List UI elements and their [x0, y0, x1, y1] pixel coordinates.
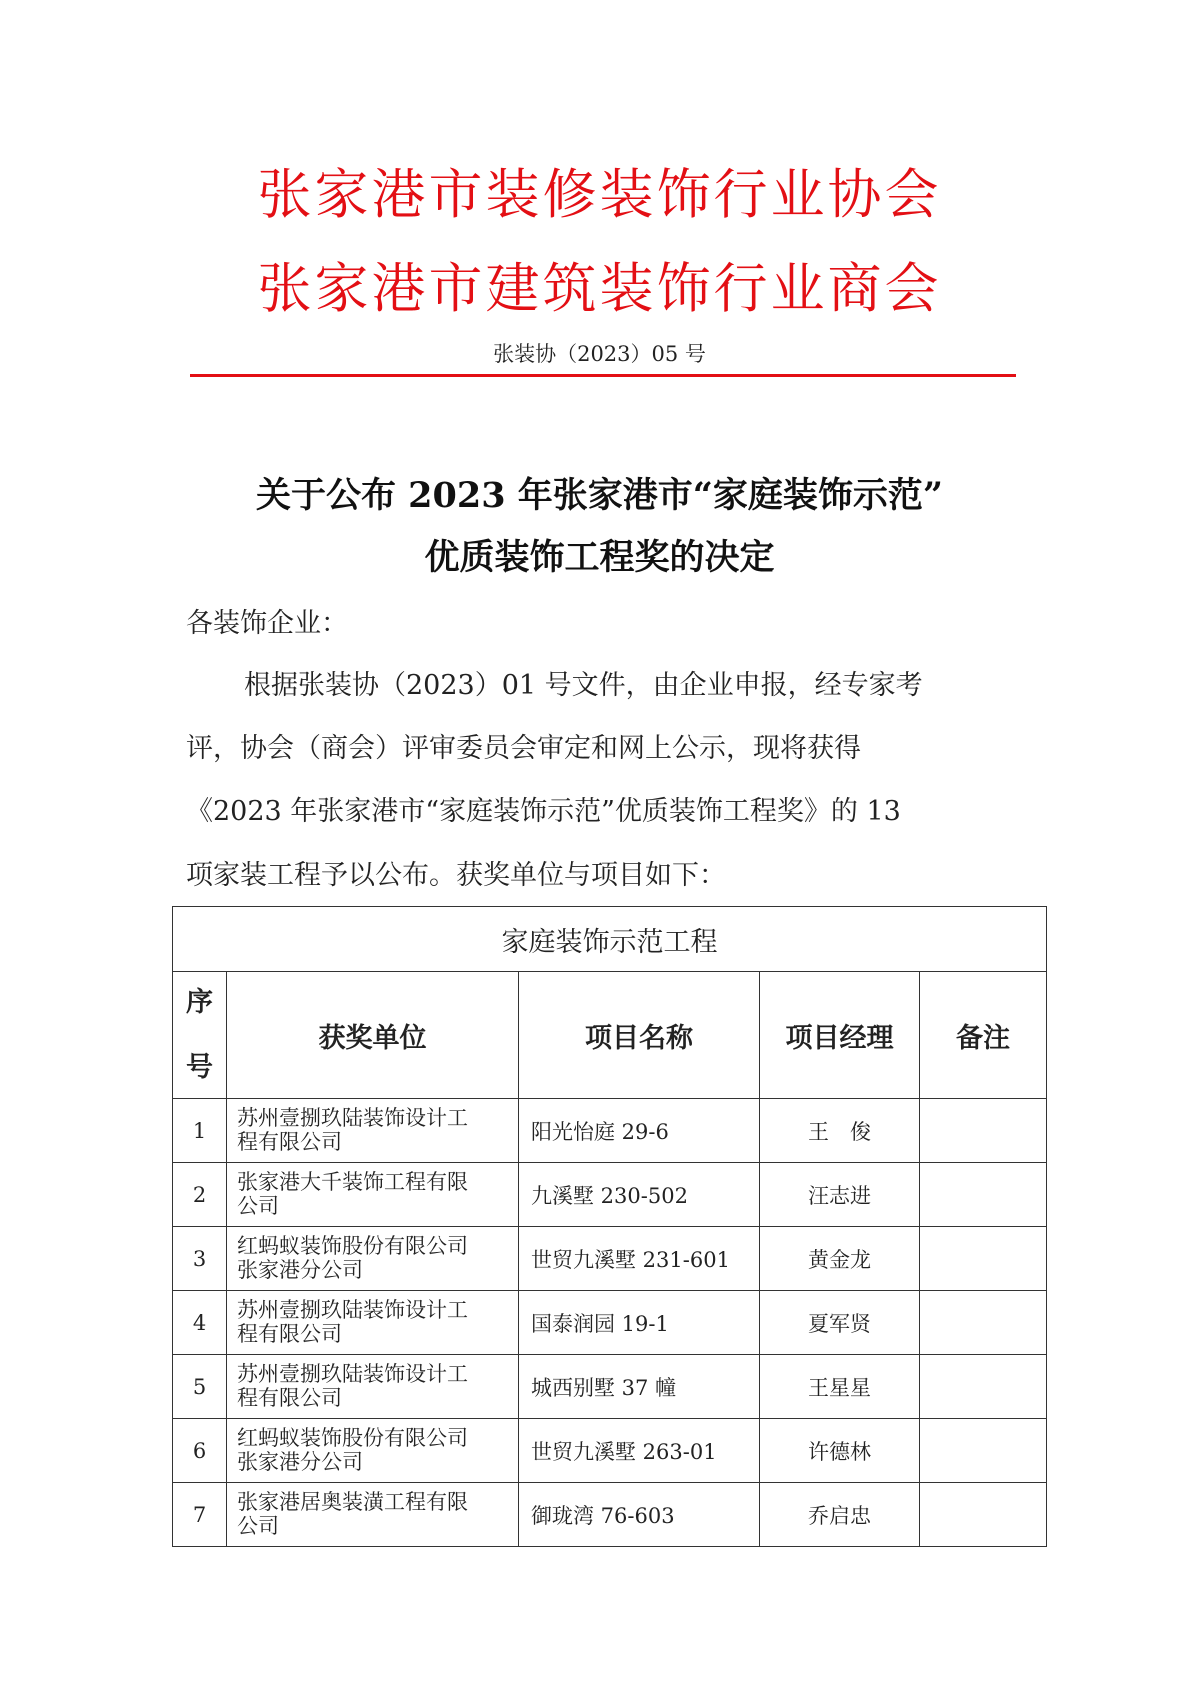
- unit-line: 程有限公司: [237, 1129, 342, 1154]
- cell-note: [920, 1483, 1047, 1547]
- cell-seq: 6: [173, 1419, 227, 1483]
- paragraph-line: 项家装工程予以公布。获奖单位与项目如下：: [186, 860, 726, 891]
- cell-project: 九溪墅 230-502: [519, 1163, 760, 1227]
- cell-note: [920, 1099, 1047, 1163]
- cell-seq: 5: [173, 1355, 227, 1419]
- cell-seq: 1: [173, 1099, 227, 1163]
- red-divider: [190, 374, 1016, 377]
- unit-line: 红蚂蚁装饰股份有限公司: [237, 1234, 468, 1259]
- unit-line: 张家港分公司: [237, 1449, 363, 1474]
- cell-manager: 乔启忠: [760, 1483, 920, 1547]
- cell-seq: 7: [173, 1483, 227, 1547]
- cell-project: 国泰润园 19-1: [519, 1291, 760, 1355]
- table-caption: 家庭装饰示范工程: [173, 907, 1047, 972]
- org-name-chamber: 张家港市建筑装饰行业商会: [257, 257, 942, 320]
- table-row: [173, 1227, 1047, 1291]
- cell-note: [920, 1227, 1047, 1291]
- table-row: [173, 1483, 1047, 1547]
- table-caption-row: [173, 907, 1047, 972]
- cell-unit: [227, 1291, 519, 1355]
- unit-line: 张家港分公司: [237, 1257, 363, 1282]
- cell-manager: 许德林: [760, 1419, 920, 1483]
- cell-unit: [227, 1163, 519, 1227]
- cell-project: 城西别墅 37 幢: [519, 1355, 760, 1419]
- awards-table: [172, 906, 1047, 1547]
- cell-unit: [227, 1227, 519, 1291]
- unit-line: 公司: [237, 1193, 279, 1218]
- cell-note: [920, 1163, 1047, 1227]
- header-manager: 项目经理: [760, 972, 920, 1099]
- cell-unit: [227, 1355, 519, 1419]
- cell-manager: 王 俊: [760, 1099, 920, 1163]
- header-seq: [173, 972, 227, 1099]
- header-note: 备注: [920, 972, 1047, 1099]
- paragraph-line: 《2023 年张家港市“家庭装饰示范”优质装饰工程奖》的 13: [186, 796, 901, 827]
- header-unit: 获奖单位: [227, 972, 519, 1099]
- cell-seq: 2: [173, 1163, 227, 1227]
- cell-manager: 汪志进: [760, 1163, 920, 1227]
- cell-project: 御珑湾 76-603: [519, 1483, 760, 1547]
- unit-line: 红蚂蚁装饰股份有限公司: [237, 1426, 468, 1451]
- cell-unit: [227, 1099, 519, 1163]
- salutation: 各装饰企业：: [186, 608, 348, 639]
- unit-line: 张家港大千装饰工程有限: [237, 1170, 468, 1195]
- unit-line: 程有限公司: [237, 1321, 342, 1346]
- table-row: [173, 1355, 1047, 1419]
- document-title-line-1: 关于公布 2023 年张家港市“家庭装饰示范”: [255, 475, 944, 516]
- cell-unit: [227, 1483, 519, 1547]
- header-seq-char: 号: [186, 1052, 213, 1083]
- cell-seq: 4: [173, 1291, 227, 1355]
- table-header-row: [173, 972, 1047, 1099]
- cell-unit: [227, 1419, 519, 1483]
- document-number: 张装协（2023）05 号: [493, 342, 706, 366]
- table-row: [173, 1099, 1047, 1163]
- unit-line: 公司: [237, 1513, 279, 1538]
- unit-line: 苏州壹捌玖陆装饰设计工: [237, 1106, 468, 1131]
- paragraph-line: 根据张装协（2023）01 号文件，由企业申报，经专家考: [244, 670, 923, 701]
- table-row: [173, 1291, 1047, 1355]
- cell-manager: 王星星: [760, 1355, 920, 1419]
- cell-seq: 3: [173, 1227, 227, 1291]
- cell-note: [920, 1355, 1047, 1419]
- table-row: [173, 1419, 1047, 1483]
- cell-manager: 夏军贤: [760, 1291, 920, 1355]
- unit-line: 苏州壹捌玖陆装饰设计工: [237, 1298, 468, 1323]
- cell-project: 世贸九溪墅 263-01: [519, 1419, 760, 1483]
- header-project: 项目名称: [519, 972, 760, 1099]
- cell-note: [920, 1419, 1047, 1483]
- header-seq-char: 序: [186, 986, 213, 1018]
- document-title-line-2: 优质装饰工程奖的决定: [424, 537, 775, 578]
- org-name-association: 张家港市装修装饰行业协会: [257, 163, 942, 226]
- unit-line: 苏州壹捌玖陆装饰设计工: [237, 1362, 468, 1387]
- cell-note: [920, 1291, 1047, 1355]
- cell-project: 世贸九溪墅 231-601: [519, 1227, 760, 1291]
- unit-line: 张家港居奥装潢工程有限: [237, 1490, 468, 1515]
- cell-project: 阳光怡庭 29-6: [519, 1099, 760, 1163]
- table-row: [173, 1163, 1047, 1227]
- cell-manager: 黄金龙: [760, 1227, 920, 1291]
- paragraph-line: 评，协会（商会）评审委员会审定和网上公示，现将获得: [186, 733, 861, 764]
- unit-line: 程有限公司: [237, 1385, 342, 1410]
